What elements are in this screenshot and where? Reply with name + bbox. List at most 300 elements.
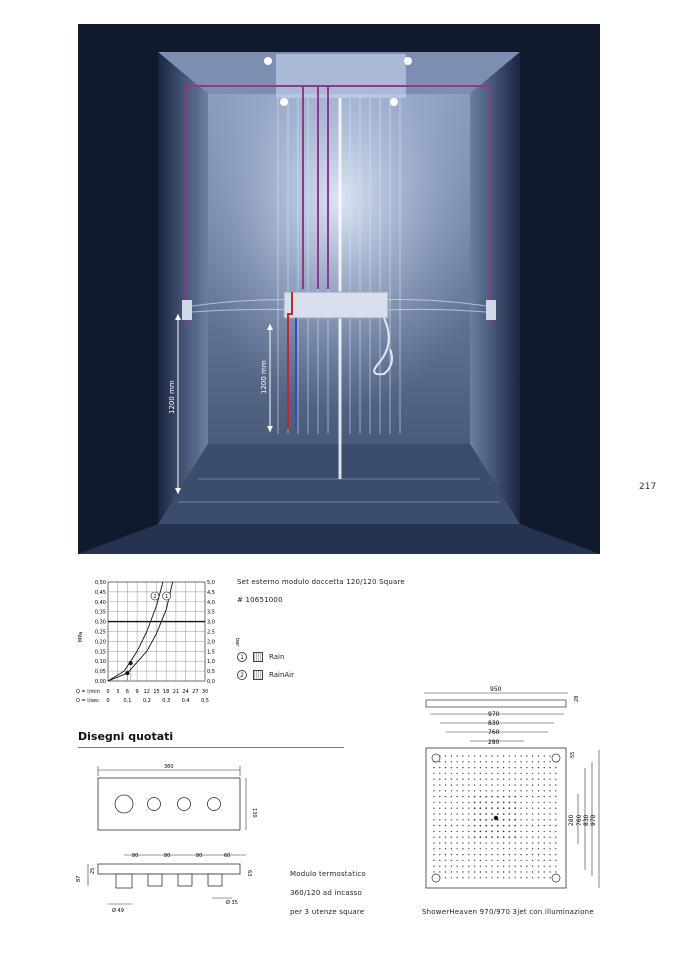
nozzle: [457, 860, 458, 861]
nozzle: [509, 790, 510, 791]
nozzle: [515, 860, 516, 861]
nozzle: [451, 831, 452, 832]
nozzle: [451, 784, 452, 785]
right-tick-label: 0,0: [207, 679, 215, 685]
nozzle: [451, 790, 452, 791]
nozzle: [445, 796, 446, 797]
nozzle: [532, 871, 533, 872]
nozzle: [497, 790, 498, 791]
module-width-label: 360: [164, 764, 174, 770]
nozzle: [491, 854, 492, 855]
nozzle: [474, 825, 476, 827]
nozzle: [439, 767, 440, 768]
nozzle: [451, 871, 452, 872]
dim-side-28: 28: [574, 695, 580, 702]
legend-number-1: 1: [237, 652, 247, 662]
nozzle: [445, 784, 446, 785]
nozzle: [520, 860, 521, 861]
nozzle: [457, 842, 458, 843]
left-tick-label: 0,10: [94, 659, 106, 666]
nozzle: [549, 877, 550, 878]
right-tick-label: 4,0: [207, 599, 215, 606]
nozzle: [439, 831, 440, 832]
nozzle: [503, 784, 504, 785]
nozzle: [462, 773, 463, 774]
nozzle: [514, 831, 516, 833]
nozzle: [514, 802, 516, 804]
nozzle: [480, 813, 482, 815]
nozzle: [515, 761, 516, 762]
chart-right-axis: [207, 580, 215, 685]
left-tick-label: 0,20: [94, 639, 106, 646]
nozzle: [526, 837, 527, 838]
nozzle: [515, 773, 516, 774]
legend-label-rainair: RainAir: [269, 671, 294, 679]
nozzle: [486, 854, 487, 855]
nozzle: [509, 796, 511, 798]
nozzle: [549, 871, 550, 872]
left-tick-label: 0,45: [94, 589, 106, 596]
nozzle: [462, 813, 463, 814]
nozzle: [439, 784, 440, 785]
nozzle: [480, 761, 481, 762]
nozzle: [549, 790, 550, 791]
nozzle: [520, 854, 521, 855]
nozzle: [544, 860, 545, 861]
dim-top-830: 830: [488, 720, 500, 727]
nozzle: [474, 779, 475, 780]
nozzle: [538, 773, 539, 774]
nozzle: [503, 755, 504, 756]
nozzle: [520, 848, 521, 849]
nozzle: [445, 848, 446, 849]
dim-top-280: 280: [488, 739, 500, 746]
nozzle: [439, 860, 440, 861]
nozzle: [509, 871, 510, 872]
nozzle: [474, 767, 475, 768]
page-number: 217: [639, 482, 657, 492]
series-label-1: 1: [165, 594, 169, 600]
nozzle: [538, 837, 539, 838]
nozzle: [497, 866, 498, 867]
nozzle: [445, 802, 446, 803]
x-tick-label: 15: [153, 689, 160, 695]
nozzle: [485, 813, 487, 815]
x2-tick-label: 0: [106, 698, 110, 704]
nozzle: [462, 825, 463, 826]
nozzle: [468, 877, 469, 878]
nozzle: [555, 825, 556, 826]
nozzle: [451, 773, 452, 774]
nozzle: [468, 866, 469, 867]
nozzle: [532, 877, 533, 878]
nozzle: [480, 755, 481, 756]
nozzle: [549, 848, 550, 849]
x2-tick-label: 0,2: [142, 698, 151, 704]
nozzle: [445, 755, 446, 756]
nozzle: [526, 773, 527, 774]
nozzle: [468, 808, 469, 809]
nozzle: [532, 790, 533, 791]
nozzle: [538, 808, 539, 809]
nozzle: [544, 842, 545, 843]
nozzle: [549, 808, 550, 809]
left-tick-label: 0,15: [94, 649, 106, 656]
nozzle: [486, 860, 487, 861]
nozzle: [532, 860, 533, 861]
left-tick-label: 0,05: [94, 669, 106, 676]
nozzle: [457, 773, 458, 774]
nozzle: [445, 767, 446, 768]
nozzle: [544, 796, 545, 797]
nozzle: [480, 796, 482, 798]
nozzle: [445, 761, 446, 762]
nozzle: [445, 813, 446, 814]
nozzle: [439, 854, 440, 855]
nozzle: [532, 755, 533, 756]
center-jet: [494, 816, 498, 820]
nozzle: [509, 854, 510, 855]
nozzle: [526, 790, 527, 791]
nozzle: [503, 773, 504, 774]
nozzle: [474, 860, 475, 861]
nozzle: [497, 831, 499, 833]
nozzle: [497, 761, 498, 762]
nozzle: [445, 860, 446, 861]
nozzle: [503, 854, 504, 855]
nozzle: [491, 773, 492, 774]
nozzle: [526, 813, 527, 814]
depth-label-c: 63: [246, 870, 252, 877]
flow-chart: [70, 574, 240, 709]
nozzle: [497, 848, 498, 849]
nozzle: [515, 854, 516, 855]
nozzle: [509, 860, 510, 861]
nozzle: [462, 837, 463, 838]
nozzle: [532, 866, 533, 867]
nozzle: [532, 767, 533, 768]
nozzle: [544, 779, 545, 780]
chart-x-axis: [106, 689, 209, 704]
nozzle: [451, 842, 452, 843]
spacing-4: 60: [224, 853, 231, 859]
nozzle: [439, 837, 440, 838]
nozzle: [503, 860, 504, 861]
right-tick-label: 1,5: [207, 649, 215, 656]
nozzle: [526, 877, 527, 878]
dim-right-280: 280: [568, 814, 575, 826]
legend-number-2: 2: [237, 670, 247, 680]
nozzle: [468, 831, 469, 832]
nozzle: [497, 825, 499, 827]
section-divider: [78, 747, 344, 748]
nozzle: [555, 796, 556, 797]
nozzle: [544, 854, 545, 855]
nozzle: [457, 866, 458, 867]
nozzle: [468, 773, 469, 774]
nozzle: [497, 755, 498, 756]
dim-side-55: 55: [570, 751, 576, 758]
left-tick-label: 0,35: [94, 609, 106, 616]
nozzle: [555, 790, 556, 791]
nozzle: [445, 837, 446, 838]
left-tick-label: 0,25: [94, 629, 106, 636]
nozzle: [445, 819, 446, 820]
nozzle: [509, 767, 510, 768]
nozzle: [486, 877, 487, 878]
nozzle: [439, 779, 440, 780]
x-row2-label: Q = l/sec.: [76, 698, 101, 704]
nozzle: [462, 802, 463, 803]
nozzle: [439, 802, 440, 803]
nozzle: [486, 761, 487, 762]
x-tick-label: 6: [125, 689, 129, 695]
nozzle: [555, 813, 556, 814]
nozzle: [509, 819, 511, 821]
nozzle: [457, 779, 458, 780]
nozzle: [433, 802, 434, 803]
nozzle: [526, 796, 527, 797]
nozzle: [445, 779, 446, 780]
nozzle: [451, 854, 452, 855]
nozzle: [503, 807, 505, 809]
nozzle: [532, 773, 533, 774]
nozzle: [457, 813, 458, 814]
nozzle: [457, 790, 458, 791]
nozzle: [474, 796, 476, 798]
nozzle: [555, 860, 556, 861]
nozzle: [549, 837, 550, 838]
nozzle: [526, 802, 527, 803]
nozzle: [520, 837, 521, 838]
nozzle: [491, 836, 493, 838]
legend-item-rain: [237, 652, 284, 662]
right-tick-label: 1,0: [207, 659, 215, 666]
nozzle: [520, 767, 521, 768]
nozzle: [468, 871, 469, 872]
x-tick-label: 12: [143, 689, 150, 695]
nozzle: [462, 767, 463, 768]
nozzle: [526, 842, 527, 843]
nozzle: [457, 877, 458, 878]
nozzle: [549, 767, 550, 768]
nozzle: [486, 773, 487, 774]
nozzle: [457, 825, 458, 826]
nozzle: [520, 796, 521, 797]
nozzle: [486, 866, 487, 867]
nozzle: [503, 779, 504, 780]
x-tick-label: 24: [182, 689, 189, 695]
nozzle: [439, 848, 440, 849]
nozzle: [549, 784, 550, 785]
nozzle: [532, 842, 533, 843]
nozzle: [451, 848, 452, 849]
nozzle: [497, 842, 498, 843]
nozzle: [538, 796, 539, 797]
nozzle: [451, 796, 452, 797]
nozzle: [538, 848, 539, 849]
nozzle: [439, 808, 440, 809]
nozzle: [462, 877, 463, 878]
nozzle: [538, 761, 539, 762]
nozzle: [439, 871, 440, 872]
nozzle: [457, 784, 458, 785]
nozzle: [468, 860, 469, 861]
dim-top-970: 970: [488, 711, 500, 718]
nozzle: [433, 825, 434, 826]
nozzle: [462, 831, 463, 832]
nozzle: [520, 871, 521, 872]
nozzle: [451, 813, 452, 814]
nozzle: [457, 796, 458, 797]
nozzle: [445, 842, 446, 843]
nozzle: [532, 819, 533, 820]
nozzle: [509, 779, 510, 780]
nozzle: [491, 848, 492, 849]
depth-label-a: 87: [76, 875, 82, 882]
nozzle: [503, 836, 505, 838]
nozzle: [549, 825, 550, 826]
nozzle: [462, 866, 463, 867]
nozzle: [433, 842, 434, 843]
nozzle: [532, 761, 533, 762]
nozzle: [555, 784, 556, 785]
nozzle: [544, 790, 545, 791]
nozzle: [468, 755, 469, 756]
nozzle: [445, 871, 446, 872]
dim-top-950: 950: [490, 686, 502, 693]
nozzle: [544, 761, 545, 762]
nozzle: [468, 761, 469, 762]
nozzle: [462, 779, 463, 780]
nozzle: [480, 767, 481, 768]
nozzle: [433, 837, 434, 838]
dim-right-830: 830: [583, 814, 590, 826]
nozzle: [515, 755, 516, 756]
nozzle: [474, 877, 475, 878]
nozzle: [549, 813, 550, 814]
nozzle: [514, 796, 516, 798]
nozzle: [526, 848, 527, 849]
nozzle: [433, 854, 434, 855]
right-tick-label: 5,0: [207, 580, 215, 586]
nozzle: [549, 755, 550, 756]
nozzle: [520, 802, 521, 803]
nozzle: [555, 802, 556, 803]
x2-tick-label: 0,1: [123, 698, 132, 704]
nozzle: [462, 819, 463, 820]
nozzle: [532, 802, 533, 803]
nozzle: [462, 842, 463, 843]
nozzle: [520, 866, 521, 867]
x-tick-label: 27: [192, 689, 199, 695]
nozzle: [480, 784, 481, 785]
nozzle: [509, 866, 510, 867]
right-tick-label: 2,0: [207, 639, 215, 646]
nozzle: [457, 819, 458, 820]
nozzle: [474, 807, 476, 809]
nozzle: [433, 813, 434, 814]
nozzle: [491, 860, 492, 861]
nozzle: [445, 808, 446, 809]
nozzle: [480, 866, 481, 867]
nozzle: [474, 871, 475, 872]
rain-icon: [253, 652, 263, 662]
nozzle: [480, 842, 481, 843]
nozzle: [457, 854, 458, 855]
nozzle: [549, 842, 550, 843]
nozzle: [555, 866, 556, 867]
nozzle: [509, 877, 510, 878]
nozzle: [520, 842, 521, 843]
x-tick-label: 3: [116, 689, 120, 695]
right-tick-label: 2,5: [207, 629, 215, 636]
nozzle: [544, 767, 545, 768]
nozzle: [480, 790, 481, 791]
nozzle: [538, 825, 539, 826]
nozzle: [538, 860, 539, 861]
nozzle: [538, 784, 539, 785]
nozzle: [509, 848, 510, 849]
nozzle: [549, 831, 550, 832]
nozzle: [503, 761, 504, 762]
nozzle: [538, 790, 539, 791]
nozzle: [491, 831, 493, 833]
nozzle: [514, 819, 516, 821]
x2-tick-label: 0,3: [162, 698, 171, 704]
nozzle: [491, 877, 492, 878]
left-tick-label: 0,30: [94, 619, 106, 626]
nozzle: [549, 761, 550, 762]
nozzle: [503, 767, 504, 768]
nozzle: [549, 773, 550, 774]
nozzle: [509, 831, 511, 833]
nozzle: [491, 807, 493, 809]
nozzle: [468, 790, 469, 791]
nozzle: [549, 802, 550, 803]
nozzle: [474, 784, 475, 785]
nozzle: [497, 796, 499, 798]
nozzle: [462, 784, 463, 785]
showerheaven-drawing: [418, 684, 618, 904]
nozzle: [433, 790, 434, 791]
light-tr: [552, 754, 560, 762]
nozzle: [538, 755, 539, 756]
nozzle: [514, 836, 516, 838]
nozzle: [433, 848, 434, 849]
nozzle: [451, 860, 452, 861]
nozzle: [491, 866, 492, 867]
nozzle: [451, 877, 452, 878]
dimension-label-left: 1200 mm: [168, 380, 176, 414]
nozzle: [486, 784, 487, 785]
nozzle: [509, 807, 511, 809]
nozzle: [445, 831, 446, 832]
legend-item-rainair: [237, 670, 294, 680]
nozzle: [532, 837, 533, 838]
dim-right-760: 760: [576, 814, 583, 826]
x-tick-label: 0: [106, 689, 110, 695]
nozzle: [538, 854, 539, 855]
x2-tick-label: 0,4: [181, 698, 190, 704]
spacing-3: 80: [196, 853, 203, 859]
nozzle: [555, 767, 556, 768]
nozzle: [520, 790, 521, 791]
x-tick-label: 9: [135, 689, 139, 695]
nozzle: [480, 871, 481, 872]
nozzle: [520, 779, 521, 780]
x-tick-label: 18: [163, 689, 170, 695]
